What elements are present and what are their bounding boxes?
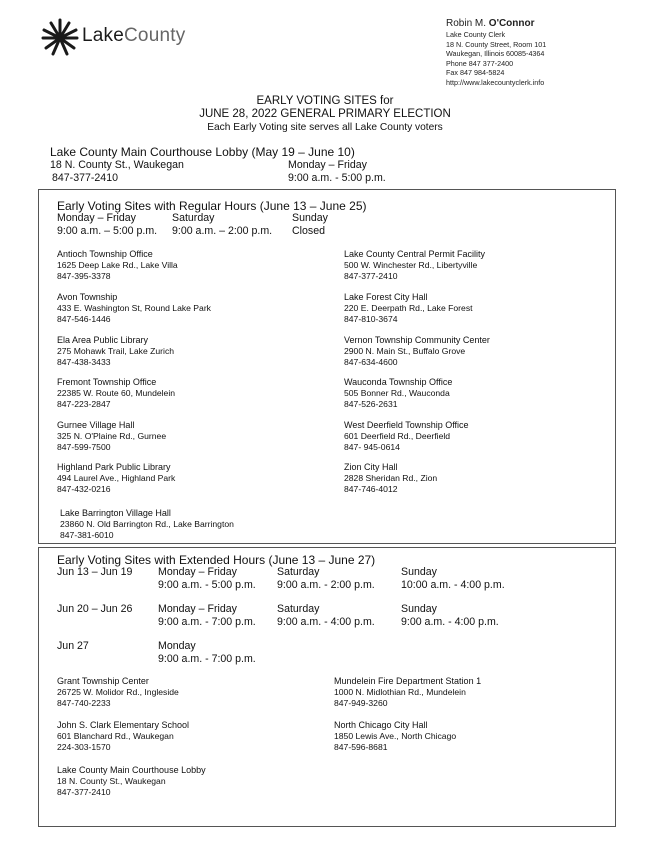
regular-hours-section (38, 189, 616, 544)
site-phone: 847-432-0216 (57, 484, 111, 494)
title-line3: Each Early Voting site serves all Lake County voters (207, 122, 443, 133)
site-phone: 847-746-4012 (344, 484, 398, 494)
site-phone: 847-546-1446 (57, 314, 111, 324)
site-avon (57, 292, 211, 325)
site-name: Avon Township (57, 292, 118, 302)
site-north-chicago (334, 720, 456, 753)
period-sunday-hours: 9:00 a.m. - 4:00 p.m. (401, 616, 499, 628)
lake-county-star-icon (40, 14, 80, 60)
site-address: 433 E. Washington St, Round Lake Park (57, 303, 211, 313)
period-weekday-hours: 9:00 a.m. - 7:00 p.m. (158, 616, 256, 628)
clerk-title: Lake County Clerk (446, 30, 506, 39)
site-address: 18 N. County St., Waukegan (57, 776, 166, 786)
site-name: Antioch Township Office (57, 249, 153, 259)
period-saturday-hours: 9:00 a.m. - 2:00 p.m. (277, 579, 375, 591)
site-name: Fremont Township Office (57, 377, 157, 387)
site-name: Ela Area Public Library (57, 335, 149, 345)
site-address: 1625 Deep Lake Rd., Lake Villa (57, 260, 178, 270)
period-saturday-label: Saturday (277, 566, 320, 578)
site-name: Lake Barrington Village Hall (60, 508, 171, 518)
site-name: Vernon Township Community Center (344, 335, 490, 345)
site-address: 601 Blanchard Rd., Waukegan (57, 731, 174, 741)
site-address: 494 Laurel Ave., Highland Park (57, 473, 176, 483)
clerk-first-name: Robin M. (446, 18, 489, 29)
site-phone: 847-377-2410 (57, 787, 111, 797)
site-address: 505 Bonner Rd., Wauconda (344, 388, 450, 398)
site-name: John S. Clark Elementary School (57, 720, 190, 730)
site-name: Highland Park Public Library (57, 462, 171, 472)
site-address: 2828 Sheridan Rd., Zion (344, 473, 438, 483)
site-name: North Chicago City Hall (334, 720, 428, 730)
site-name: West Deerfield Township Office (344, 420, 469, 430)
site-phone: 847-377-2410 (344, 271, 398, 281)
period-weekday-hours: 9:00 a.m. - 7:00 p.m. (158, 653, 256, 665)
regular-weekday-hours: 9:00 a.m. – 5:00 p.m. (57, 225, 158, 237)
logo-word-county: County (124, 25, 186, 46)
extended-hours-section (38, 547, 616, 827)
site-name: Grant Township Center (57, 676, 149, 686)
period-weekday-hours: 9:00 a.m. - 5:00 p.m. (158, 579, 256, 591)
site-address: 220 E. Deerpath Rd., Lake Forest (344, 303, 473, 313)
site-grant-township (57, 676, 179, 709)
title-line2: JUNE 28, 2022 GENERAL PRIMARY ELECTION (199, 108, 451, 120)
site-address: 23860 N. Old Barrington Rd., Lake Barrington (60, 519, 234, 529)
clerk-address-line1: 18 N. County Street, Room 101 (446, 39, 547, 49)
site-mundelein-fire (334, 676, 481, 709)
period-range: Jun 27 (57, 640, 89, 652)
site-address: 26725 W. Molidor Rd., Ingleside (57, 687, 179, 697)
regular-saturday-hours: 9:00 a.m. – 2:00 p.m. (172, 225, 273, 237)
title-line1: EARLY VOTING SITES for (256, 95, 394, 107)
site-fremont (57, 377, 175, 410)
site-phone: 847-599-7500 (57, 442, 111, 452)
site-phone: 847-634-4600 (344, 357, 398, 367)
extended-hours-heading: Early Voting Sites with Extended Hours (June 13 – June 27) (57, 553, 376, 567)
main-courthouse-days: Monday – Friday (288, 159, 367, 171)
site-phone: 847-223-2847 (57, 399, 111, 409)
period-range: Jun 20 – Jun 26 (57, 603, 133, 615)
site-west-deerfield (344, 420, 469, 453)
regular-saturday-label: Saturday (172, 212, 215, 224)
clerk-website: http://www.lakecountyclerk.info (446, 77, 545, 87)
site-phone: 847-596-8681 (334, 742, 388, 752)
clerk-name (446, 18, 546, 30)
site-zion (344, 462, 437, 495)
main-courthouse-address: 18 N. County St., Waukegan (50, 159, 184, 171)
clerk-last-name: O'Connor (488, 18, 535, 29)
site-john-s-clark (57, 720, 189, 753)
document-title (0, 95, 650, 134)
clerk-phone: Phone 847 377-2400 (446, 58, 514, 68)
site-name: Lake County Central Permit Facility (344, 249, 486, 259)
period-weekday-label: Monday – Friday (158, 603, 237, 615)
site-phone: 847-740-2233 (57, 698, 111, 708)
site-name: Wauconda Township Office (344, 377, 453, 387)
clerk-address-line2: Waukegan, Illinois 60085-4364 (446, 49, 545, 59)
main-courthouse-phone: 847-377-2410 (52, 172, 118, 184)
period-range: Jun 13 – Jun 19 (57, 566, 133, 578)
site-phone: 847-381-6010 (60, 530, 114, 540)
site-wauconda (344, 377, 452, 410)
site-phone: 847-438-3433 (57, 357, 111, 367)
site-address: 275 Mohawk Trail, Lake Zurich (57, 346, 175, 356)
regular-sunday-label: Sunday (292, 212, 328, 224)
logo-wordmark (82, 25, 185, 47)
site-phone: 224-303-1570 (57, 742, 111, 752)
site-highland-park (57, 462, 175, 495)
regular-sunday-hours: Closed (292, 225, 325, 237)
clerk-fax: Fax 847 984-5824 (446, 68, 505, 78)
site-name: Mundelein Fire Department Station 1 (334, 676, 482, 686)
logo-word-lake: Lake (82, 25, 125, 46)
site-phone: 847-810-3674 (344, 314, 398, 324)
site-name: Lake County Main Courthouse Lobby (57, 765, 206, 775)
site-phone: 847-526-2631 (344, 399, 398, 409)
site-address: 1000 N. Midlothian Rd., Mundelein (334, 687, 466, 697)
site-address: 601 Deerfield Rd., Deerfield (344, 431, 451, 441)
period-sunday-hours: 10:00 a.m. - 4:00 p.m. (401, 579, 505, 591)
period-sunday-label: Sunday (401, 566, 437, 578)
site-address: 325 N. O'Plaine Rd., Gurnee (57, 431, 167, 441)
site-name: Gurnee Village Hall (57, 420, 135, 430)
site-lake-forest (344, 292, 473, 325)
site-name: Lake Forest City Hall (344, 292, 428, 302)
site-central-permit (344, 249, 485, 282)
clerk-contact-block (446, 18, 546, 88)
period-saturday-label: Saturday (277, 603, 320, 615)
main-courthouse-hours: 9:00 a.m. - 5:00 p.m. (288, 172, 386, 184)
period-sunday-label: Sunday (401, 603, 437, 615)
site-lake-barrington (60, 508, 234, 541)
site-phone: 847-949-3260 (334, 698, 388, 708)
site-vernon (344, 335, 490, 368)
site-antioch (57, 249, 178, 282)
site-phone: 847-395-3378 (57, 271, 111, 281)
period-weekday-label: Monday – Friday (158, 566, 237, 578)
site-address: 22385 W. Route 60, Mundelein (57, 388, 176, 398)
regular-weekday-label: Monday – Friday (57, 212, 136, 224)
regular-hours-heading: Early Voting Sites with Regular Hours (June 13 – June 25) (57, 199, 367, 213)
site-ela-library (57, 335, 174, 368)
site-phone: 847- 945-0614 (344, 442, 400, 452)
site-gurnee (57, 420, 166, 453)
site-address: 500 W. Winchester Rd., Libertyville (344, 260, 478, 270)
period-weekday-label: Monday (158, 640, 196, 652)
site-name: Zion City Hall (344, 462, 398, 472)
site-address: 2900 N. Main St., Buffalo Grove (344, 346, 466, 356)
site-main-courthouse (57, 765, 206, 798)
site-address: 1850 Lewis Ave., North Chicago (334, 731, 457, 741)
period-saturday-hours: 9:00 a.m. - 4:00 p.m. (277, 616, 375, 628)
main-courthouse-heading: Lake County Main Courthouse Lobby (May 19 – June 10) (50, 145, 355, 159)
